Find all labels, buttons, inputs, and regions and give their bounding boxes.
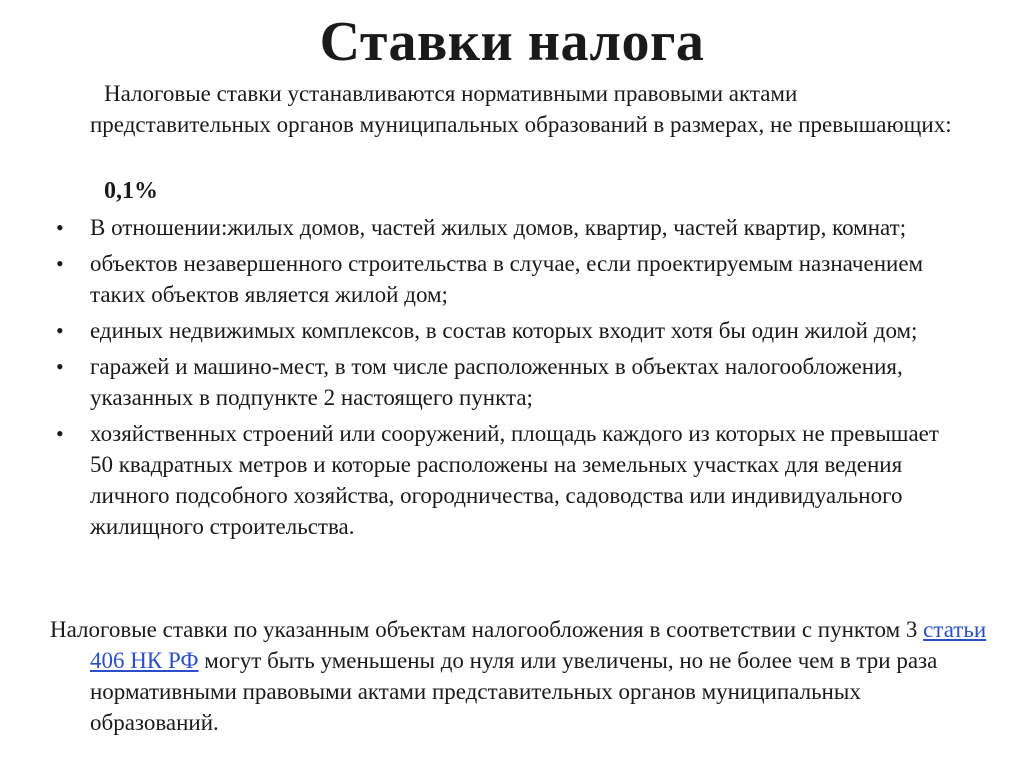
list-item-text: объектов незавершенного строительства в случае, если проектируемым назначением таких объектов является жилой дом; xyxy=(90,251,924,307)
list-item xyxy=(0,418,940,542)
list-item xyxy=(0,351,940,413)
list-item-text: хозяйственных строений или сооружений, площадь каждого из которых не превышает 50 квадратных метров и которые расположены на земельных участках для ведения личного подсобного хозяйства, огородничества, садоводства или индивидуального жилищного строительства. xyxy=(90,421,939,539)
list-item-text: В отношении:жилых домов, частей жилых домов, квартир, частей квартир, комнат; xyxy=(90,215,907,240)
bullet-icon: • xyxy=(56,421,64,446)
list-item xyxy=(0,212,940,243)
list-item-text: единых недвижимых комплексов, в состав которых входит хотя бы один жилой дом; xyxy=(90,318,918,343)
article-406-link[interactable]: статьи 406 НК РФ xyxy=(90,617,987,673)
bullet-icon: • xyxy=(56,354,64,379)
bullet-icon: • xyxy=(56,318,64,343)
bullet-icon: • xyxy=(56,251,64,276)
list-item xyxy=(0,315,940,346)
closing-text-before-link: Налоговые ставки по указанным объектам налогообложения в соответствии с пунктом 3 xyxy=(50,617,924,642)
list-item-text: гаражей и машино-мест, в том числе расположенных в объектах налогообложения, указанных в подпункте 2 настоящего пункта; xyxy=(90,354,903,410)
bullet-list xyxy=(0,212,1024,547)
intro-paragraph: Налоговые ставки устанавливаются нормативными правовыми актами представительных органов муниципальных образований в размерах, не превышающих: xyxy=(90,81,952,137)
closing-text-after-link: могут быть уменьшены до нуля или увеличены, но не более чем в три раза нормативными правовыми актами представительных органов муниципальных образований. xyxy=(90,648,938,735)
bullet-icon: • xyxy=(56,215,64,240)
list-item xyxy=(0,248,940,310)
tax-rate-value: 0,1% xyxy=(104,178,158,204)
closing-paragraph xyxy=(50,614,990,738)
slide-title: Ставки налога xyxy=(319,11,705,73)
